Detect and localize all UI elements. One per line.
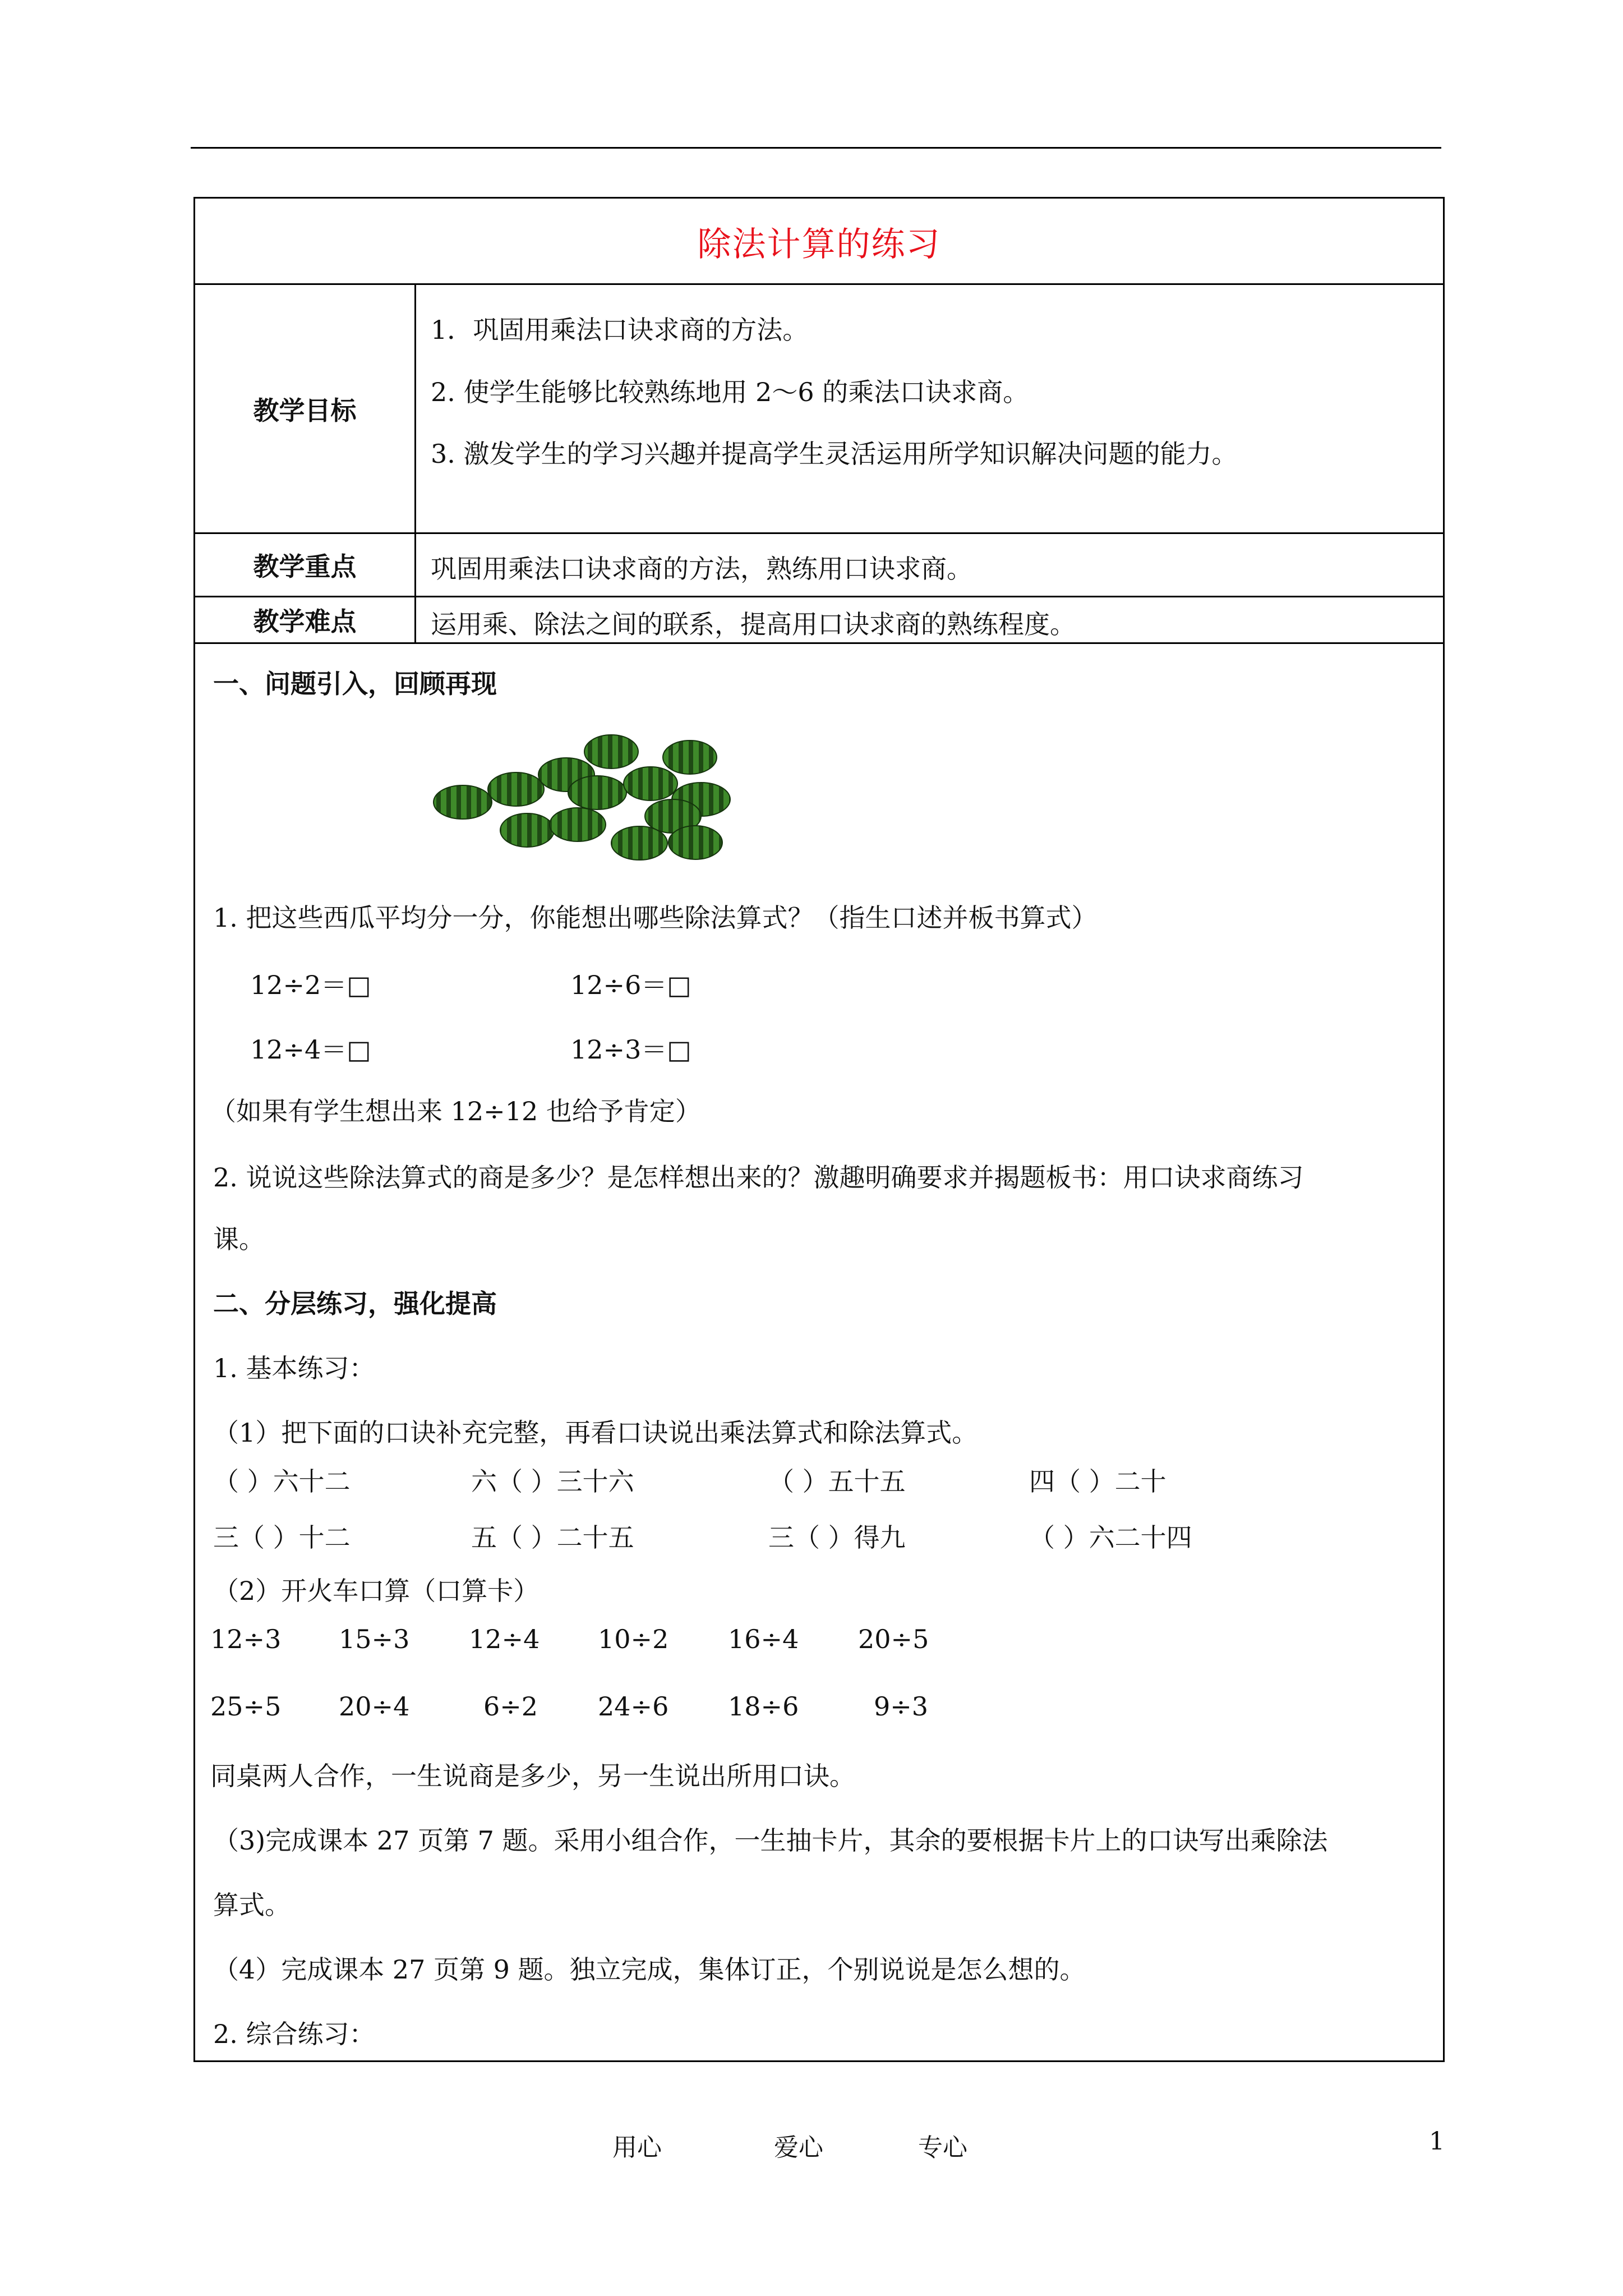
difficulties-row <box>195 597 1443 644</box>
fill-item: 四（ ）二十 <box>1029 1466 1166 1497</box>
objectives-label: 教学目标 <box>195 285 416 532</box>
objective-item: 2. 使学生能够比较熟练地用 2～6 的乘法口诀求商。 <box>431 377 1029 407</box>
pair-work-text: 同桌两人合作，一生说商是多少，另一生说出所用口诀。 <box>210 1761 855 1791</box>
fill-item: （ ）六二十四 <box>1029 1522 1192 1553</box>
calc-item: 24÷6 <box>598 1691 669 1722</box>
section2-heading: 二、分层练习，强化提高 <box>213 1289 497 1319</box>
key-points-label: 教学重点 <box>195 534 416 596</box>
calc-item: 18÷6 <box>728 1691 799 1722</box>
calc-item: 12÷4 <box>469 1624 540 1654</box>
exercise-3: （3)完成课本 27 页第 7 题。采用小组合作，一生抽卡片，其余的要根据卡片上的口诀写出乘除法 <box>213 1825 1328 1856</box>
section1-question-1: 1. 把这些西瓜平均分一分，你能想出哪些除法算式？（指生口述并板书算式） <box>213 903 1098 933</box>
difficulties-label: 教学难点 <box>195 597 416 642</box>
fill-item: 三（ ）十二 <box>213 1522 351 1553</box>
footer-word: 用心 <box>612 2133 662 2162</box>
calc-item: 12÷3 <box>210 1624 282 1654</box>
objective-item: 1．巩固用乘法口诀求商的方法。 <box>431 315 809 345</box>
exercise-2: （2）开火车口算（口算卡） <box>213 1576 540 1606</box>
comprehensive-practice-label: 2. 综合练习： <box>213 2019 375 2049</box>
exercise-4: （4）完成课本 27 页第 9 题。独立完成，集体订正，个别说说是怎么想的。 <box>213 1954 1086 1985</box>
fill-item: 五（ ）二十五 <box>471 1522 634 1553</box>
calc-item: 6÷2 <box>483 1691 538 1722</box>
fill-item: 六（ ）三十六 <box>471 1466 634 1497</box>
equation: 12÷2＝□ <box>250 970 371 1000</box>
objectives-row <box>195 285 1443 534</box>
calc-item: 20÷5 <box>858 1624 929 1654</box>
basic-practice-label: 1. 基本练习： <box>213 1353 375 1383</box>
footer-word: 爱心 <box>774 2133 823 2162</box>
watermelon-image <box>426 726 740 864</box>
fill-item: （ ）六十二 <box>213 1466 351 1497</box>
calc-item: 16÷4 <box>728 1624 799 1654</box>
calc-item: 15÷3 <box>339 1624 410 1654</box>
fill-item: 三（ ）得九 <box>768 1522 906 1553</box>
calc-item: 9÷3 <box>874 1691 929 1722</box>
difficulties-text: 运用乘、除法之间的联系，提高用口诀求商的熟练程度。 <box>431 609 1076 639</box>
calc-item: 20÷4 <box>339 1691 410 1722</box>
equation: 12÷3＝□ <box>570 1034 691 1065</box>
exercise-1: （1）把下面的口诀补充完整，再看口诀说出乘法算式和除法算式。 <box>213 1418 978 1448</box>
key-points-text: 巩固用乘法口诀求商的方法，熟练用口诀求商。 <box>431 554 972 584</box>
key-points-row <box>195 534 1443 597</box>
header-rule <box>191 147 1441 149</box>
section1-question-2-cont: 课。 <box>213 1224 265 1254</box>
equation: 12÷4＝□ <box>250 1034 371 1065</box>
calc-item: 10÷2 <box>598 1624 669 1654</box>
page-number: 1 <box>1429 2127 1445 2156</box>
section1-heading: 一、问题引入，回顾再现 <box>213 669 497 699</box>
section1-note: （如果有学生想出来 12÷12 也给予肯定） <box>210 1096 701 1126</box>
section1-question-2: 2. 说说这些除法算式的商是多少？是怎样想出来的？激趣明确要求并揭题板书：用口诀求商练习 <box>213 1162 1304 1193</box>
objective-item: 3. 激发学生的学习兴趣并提高学生灵活运用所学知识解决问题的能力。 <box>431 439 1238 469</box>
page-title: 除法计算的练习 <box>697 225 941 264</box>
equation: 12÷6＝□ <box>570 970 691 1000</box>
calc-item: 25÷5 <box>210 1691 282 1722</box>
fill-item: （ ）五十五 <box>768 1466 906 1497</box>
title-row <box>195 199 1443 285</box>
exercise-3-cont: 算式。 <box>213 1890 291 1920</box>
footer-word: 专心 <box>918 2133 967 2162</box>
